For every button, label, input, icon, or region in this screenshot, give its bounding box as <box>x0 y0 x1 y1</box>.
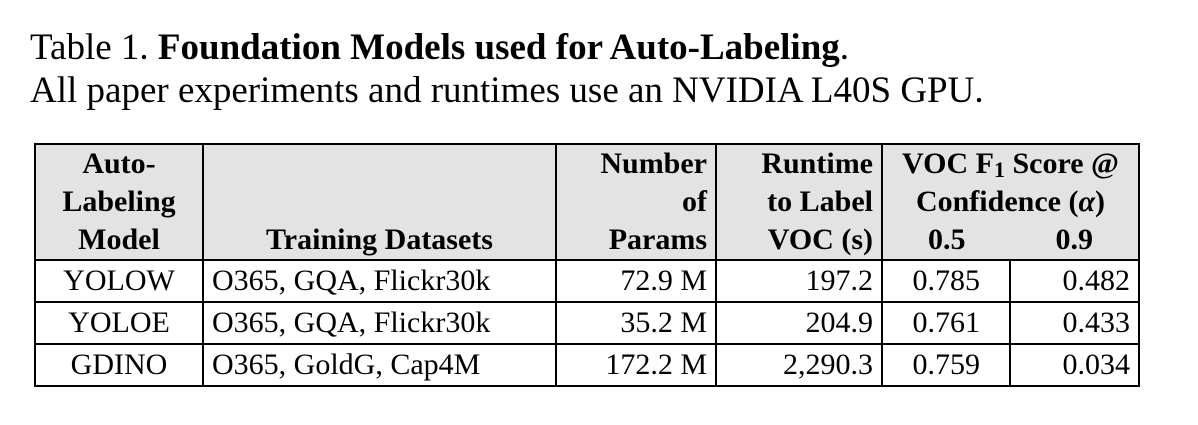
caption-title-line <box>30 26 1180 69</box>
cell-f1-high: 0.482 <box>1010 260 1139 302</box>
table-caption <box>30 26 1180 112</box>
table-body <box>35 260 1139 386</box>
header-datasets: Training Datasets <box>203 144 556 260</box>
header-voc-suffix: Score @ <box>1004 147 1119 180</box>
cell-f1-high: 0.034 <box>1010 344 1139 386</box>
cell-model: YOLOW <box>35 260 203 302</box>
caption-label: Table 1. <box>30 27 149 68</box>
results-table <box>34 143 1140 387</box>
cell-f1-high: 0.433 <box>1010 302 1139 344</box>
header-params-line3: Params <box>608 223 707 256</box>
cell-datasets: O365, GQA, Flickr30k <box>203 260 556 302</box>
table-row <box>35 260 1139 302</box>
table-row <box>35 302 1139 344</box>
header-runtime-line3: VOC (s) <box>767 223 873 256</box>
cell-model: YOLOE <box>35 302 203 344</box>
header-confidence-end: ) <box>1095 185 1106 218</box>
header-model <box>35 144 203 260</box>
header-runtime-line1: Runtime <box>761 147 873 180</box>
header-params <box>556 144 716 260</box>
header-voc-prefix: VOC F <box>902 147 994 180</box>
header-runtime <box>716 144 882 260</box>
table-row <box>35 344 1139 386</box>
cell-model: GDINO <box>35 344 203 386</box>
header-voc-line2 <box>891 183 1130 221</box>
header-row-top <box>35 144 1139 221</box>
cell-runtime: 2,290.3 <box>716 344 882 386</box>
caption-subtitle: All paper experiments and runtimes use an NVIDIA L40S GPU. <box>30 70 984 111</box>
cell-params: 35.2 M <box>556 302 716 344</box>
header-score-low: 0.5 <box>882 221 1010 260</box>
cell-params: 72.9 M <box>556 260 716 302</box>
caption-title-end: . <box>839 27 850 68</box>
cell-f1-low: 0.759 <box>882 344 1010 386</box>
cell-runtime: 197.2 <box>716 260 882 302</box>
table-header <box>35 144 1139 260</box>
cell-datasets: O365, GQA, Flickr30k <box>203 302 556 344</box>
header-model-line3: Model <box>78 223 160 256</box>
header-voc-subscript: 1 <box>993 157 1005 182</box>
cell-runtime: 204.9 <box>716 302 882 344</box>
header-alpha: α <box>1078 185 1096 218</box>
header-runtime-line2: to Label <box>767 185 873 218</box>
header-model-line2: Labeling <box>62 185 176 218</box>
cell-f1-low: 0.785 <box>882 260 1010 302</box>
caption-title: Foundation Models used for Auto-Labeling <box>157 27 840 68</box>
header-params-line2: of <box>682 185 707 218</box>
header-voc-score <box>882 144 1139 221</box>
header-model-line1: Auto- <box>82 147 156 180</box>
header-voc-line1 <box>891 145 1130 183</box>
header-params-line1: Number <box>600 147 707 180</box>
cell-datasets: O365, GoldG, Cap4M <box>203 344 556 386</box>
cell-f1-low: 0.761 <box>882 302 1010 344</box>
header-confidence: Confidence ( <box>915 185 1079 218</box>
cell-params: 172.2 M <box>556 344 716 386</box>
header-score-high: 0.9 <box>1010 221 1139 260</box>
